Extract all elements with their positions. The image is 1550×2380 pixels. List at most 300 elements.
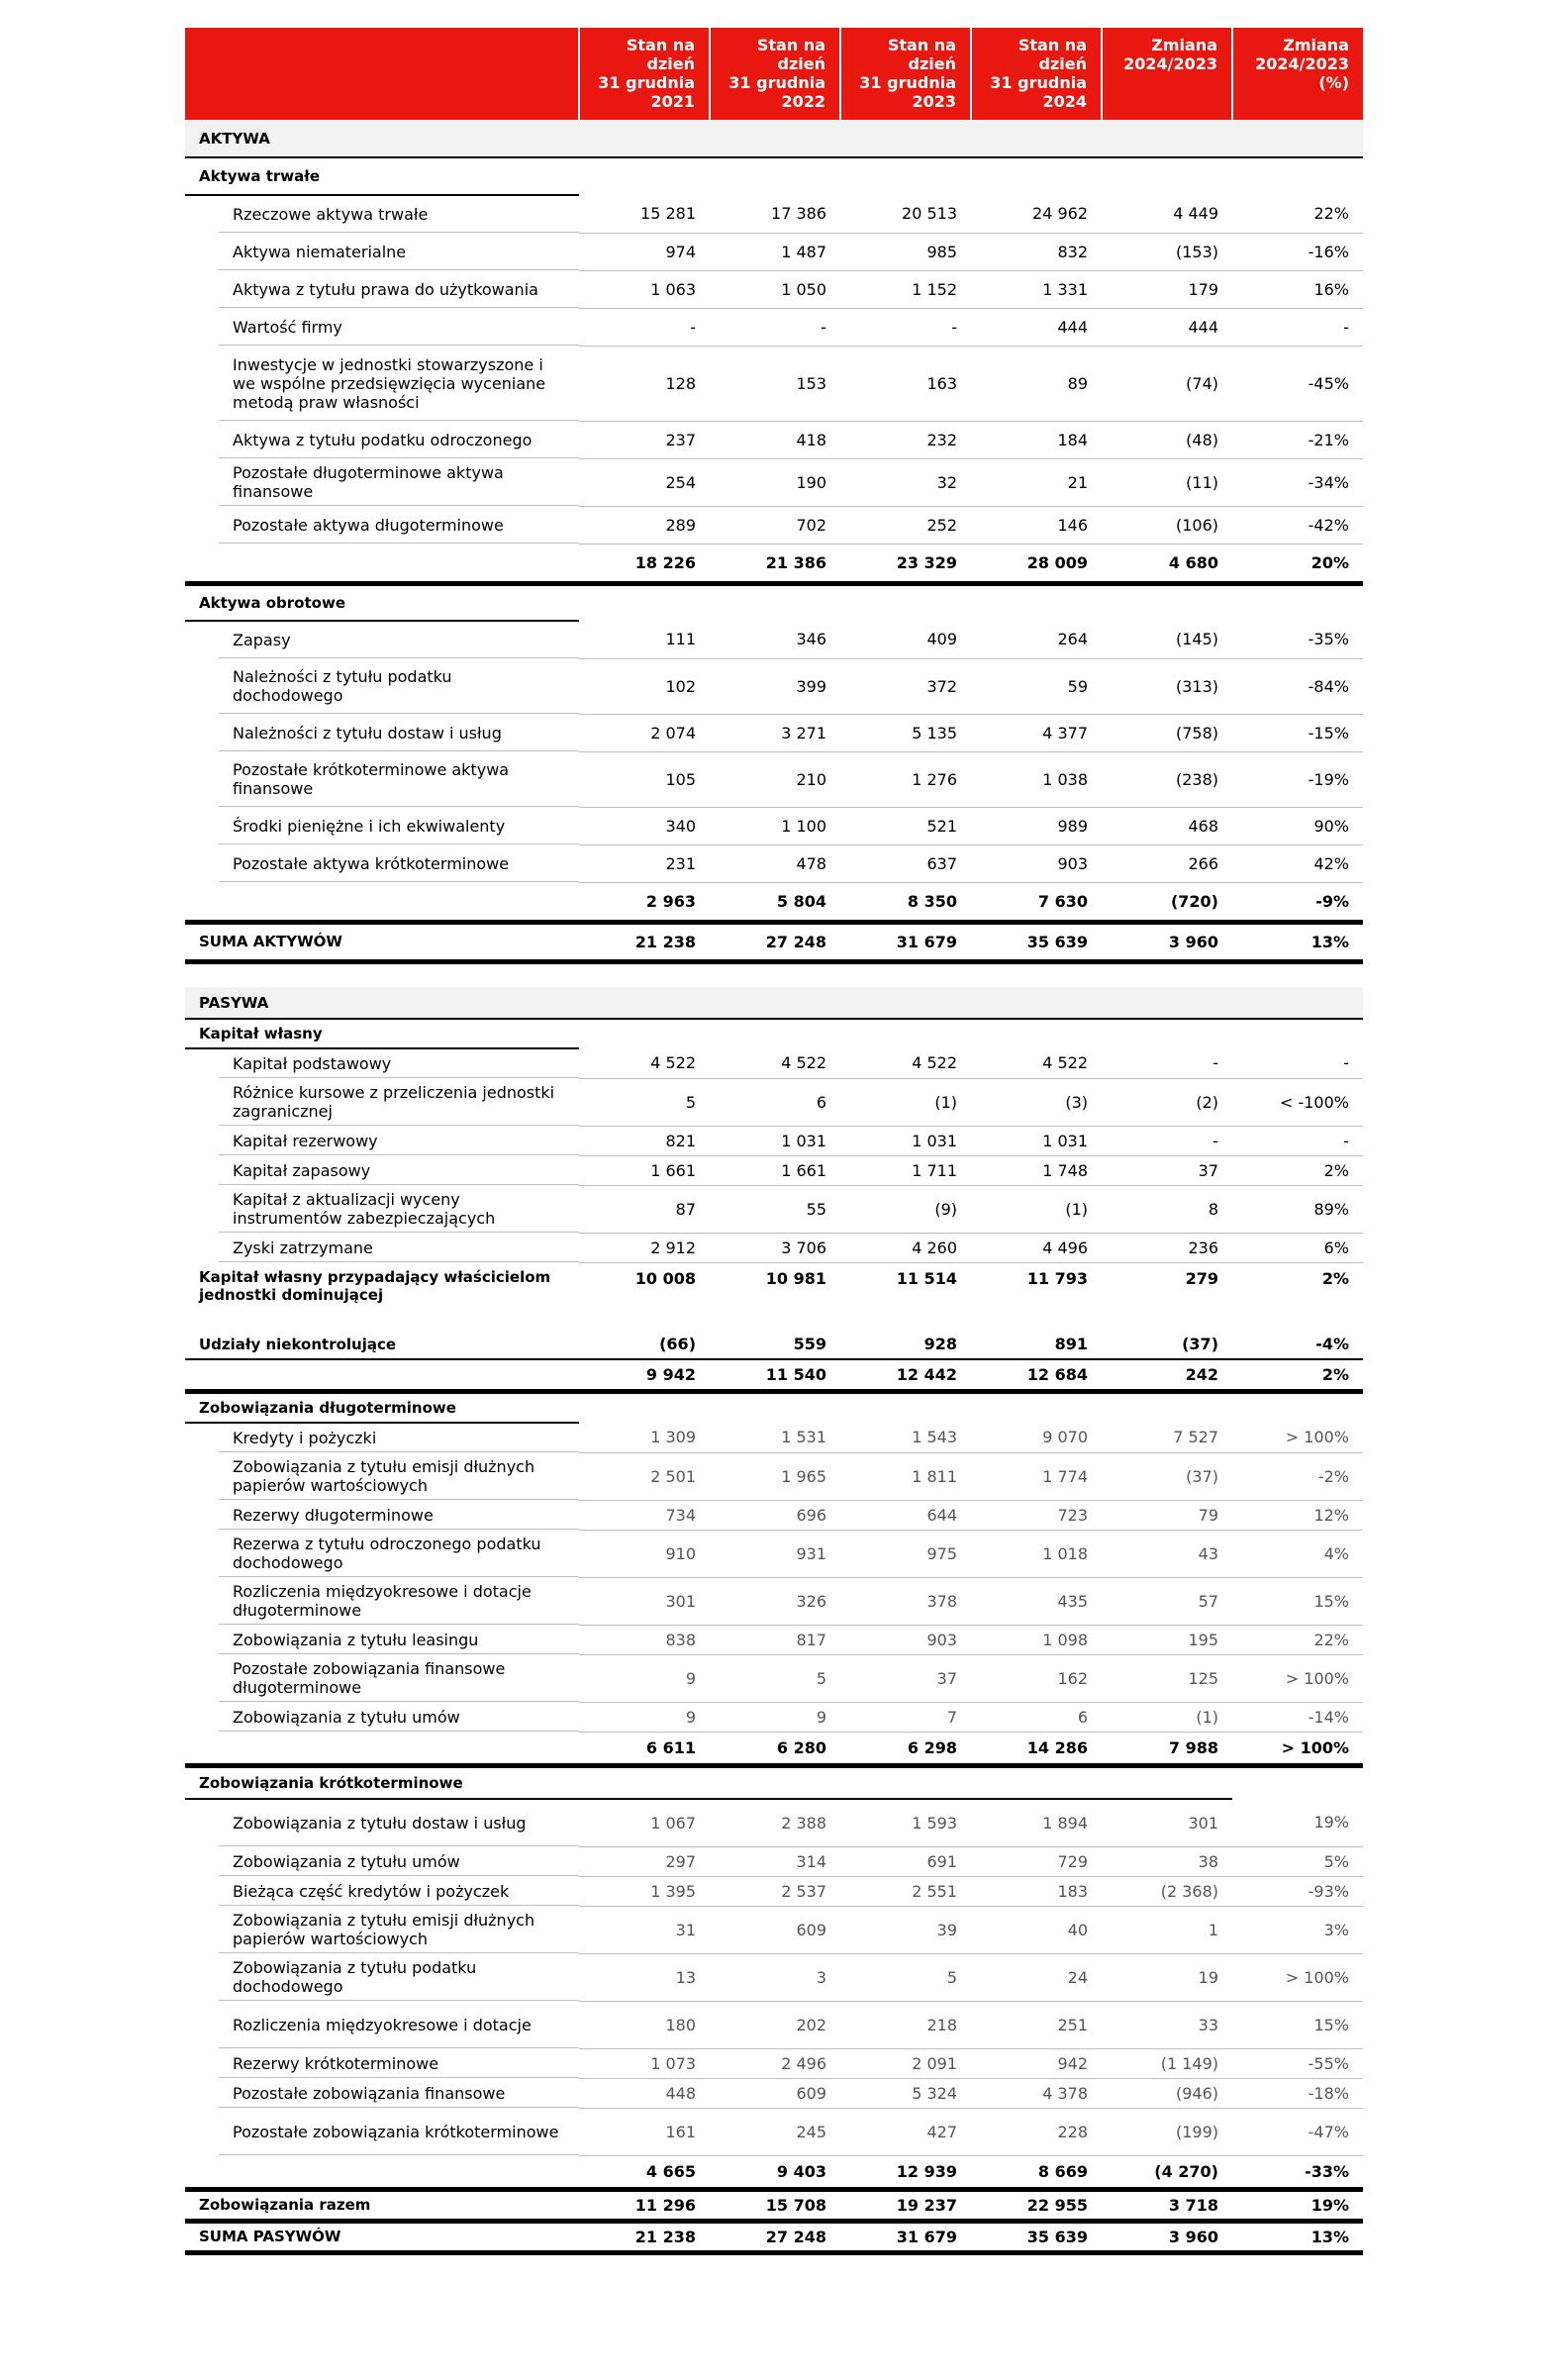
value-cell: 1 331 (971, 270, 1102, 308)
value-cell: (1) (840, 1078, 971, 1126)
value-cell: 910 (579, 1530, 710, 1577)
value-cell: 125 (1102, 1654, 1232, 1702)
row-kapital-parent (185, 1262, 1363, 1330)
row-label: Zobowiązania z tytułu umów (185, 1702, 579, 1732)
value-cell: 942 (971, 2048, 1102, 2078)
value-cell: 696 (710, 1500, 840, 1530)
value-cell: (106) (1102, 506, 1232, 544)
value-cell: 729 (971, 1846, 1102, 1876)
value-cell: 289 (579, 506, 710, 544)
empty-cell (1232, 583, 1363, 621)
value-cell: (313) (1102, 658, 1232, 714)
value-cell: 8 (1102, 1185, 1232, 1233)
value-cell: 985 (840, 233, 971, 270)
value-cell: 12 442 (840, 1359, 971, 1391)
value-cell: 12% (1232, 1500, 1363, 1530)
row-label: Pozostałe krótkoterminowe aktywa finansowe (185, 751, 579, 807)
row-kapital-parent-label: Kapitał własny przypadający właścicielom jednostki dominującej (199, 1268, 551, 1304)
value-cell: 33 (1102, 2001, 1232, 2048)
value-cell: 146 (971, 506, 1102, 544)
value-cell: 1 031 (840, 1126, 971, 1155)
row-label: Pozostałe zobowiązania finansowe długoterminowe (185, 1654, 579, 1702)
value-cell: 1 031 (710, 1126, 840, 1155)
value-cell: 301 (1102, 1799, 1232, 1846)
value-cell: 19 (1102, 1953, 1232, 2001)
table-row (185, 1078, 1363, 1126)
empty-cell (185, 882, 579, 922)
table-row (185, 458, 1363, 506)
value-cell: -16% (1232, 233, 1363, 270)
value-cell: 1 531 (710, 1423, 840, 1452)
table-row (185, 2078, 1363, 2108)
value-cell: 2 388 (710, 1799, 840, 1846)
table-row (185, 1654, 1363, 1702)
value-cell: 210 (710, 751, 840, 807)
table-row (185, 421, 1363, 458)
row-label: Zobowiązania z tytułu dostaw i usług (185, 1799, 579, 1846)
empty-cell (971, 1019, 1102, 1048)
value-cell: 1 067 (579, 1799, 710, 1846)
value-cell: (48) (1102, 421, 1232, 458)
value-cell: 1 774 (971, 1452, 1102, 1500)
value-cell: > 100% (1232, 1953, 1363, 2001)
value-cell: 723 (971, 1500, 1102, 1530)
table-row (185, 1530, 1363, 1577)
empty-cell (710, 583, 840, 621)
value-cell: 35 639 (971, 922, 1102, 961)
value-cell: 9 403 (710, 2155, 840, 2189)
value-cell: 57 (1102, 1577, 1232, 1625)
value-cell: (37) (1102, 1330, 1232, 1359)
table-row (185, 2048, 1363, 2078)
value-cell: (1) (971, 1185, 1102, 1233)
value-cell: 218 (840, 2001, 971, 2048)
value-cell: 3 (710, 1953, 840, 2001)
value-cell: 4 522 (710, 1048, 840, 1078)
row-label: Pozostałe długoterminowe aktywa finansowe (185, 458, 579, 506)
group-aktywa-obrotowe (185, 583, 1363, 621)
value-cell: 7 527 (1102, 1423, 1232, 1452)
value-cell: 24 962 (971, 195, 1102, 233)
row-label: Rzeczowe aktywa trwałe (185, 195, 579, 233)
table-body (185, 120, 1363, 2252)
header-change: Zmiana 2024/2023 (1102, 28, 1232, 120)
value-cell: 931 (710, 1530, 840, 1577)
value-cell: 1 063 (579, 270, 710, 308)
group-zobowiazania-dlugo (185, 1391, 1363, 1423)
value-cell: 9 (579, 1654, 710, 1702)
header-2022: Stan na dzień 31 grudnia 2022 (710, 28, 840, 120)
value-cell: 702 (710, 506, 840, 544)
value-cell: 2 074 (579, 714, 710, 751)
value-cell: 928 (840, 1330, 971, 1359)
empty-cell (579, 1765, 710, 1799)
value-cell: 838 (579, 1625, 710, 1654)
value-cell: 31 679 (840, 922, 971, 961)
value-cell: 10 008 (634, 1268, 696, 1288)
table-row (185, 714, 1363, 751)
value-cell: 14 286 (971, 1732, 1102, 1765)
empty-cell (1102, 1391, 1232, 1423)
value-cell: (2) (1102, 1078, 1232, 1126)
value-cell: 891 (971, 1330, 1102, 1359)
value-cell: 5 (840, 1953, 971, 2001)
header-label-col (185, 28, 579, 120)
value-cell: 6 280 (710, 1732, 840, 1765)
value-cell: 27 248 (710, 922, 840, 961)
balance-sheet (185, 28, 1363, 2255)
value-cell: 301 (579, 1577, 710, 1625)
section-pasywa-title: PASYWA (185, 987, 1363, 1019)
table-row (185, 1155, 1363, 1185)
row-label: Zyski zatrzymane (185, 1233, 579, 1262)
value-cell: 13% (1232, 922, 1363, 961)
value-cell: 1 593 (840, 1799, 971, 1846)
empty-cell (971, 157, 1102, 195)
value-cell: 4 522 (840, 1048, 971, 1078)
value-cell: 427 (840, 2108, 971, 2155)
value-cell: -33% (1232, 2155, 1363, 2189)
group-zobowiazania-krotko-title: Zobowiązania krótkoterminowe (185, 1765, 579, 1799)
group-zobowiazania-krotko (185, 1765, 1363, 1799)
value-cell: -14% (1232, 1702, 1363, 1732)
value-cell: 5 (579, 1078, 710, 1126)
value-cell: -84% (1232, 658, 1363, 714)
value-cell: 444 (971, 308, 1102, 346)
value-cell: (2 368) (1102, 1876, 1232, 1906)
value-cell: 22 955 (971, 2189, 1102, 2221)
value-cell: 5 804 (710, 882, 840, 922)
table-row (185, 270, 1363, 308)
empty-cell (579, 1391, 710, 1423)
value-cell: > 100% (1232, 1654, 1363, 1702)
section-aktywa-title: AKTYWA (185, 120, 1363, 157)
value-cell: 2% (1232, 1155, 1363, 1185)
value-cell: - (579, 308, 710, 346)
value-cell: 1 038 (971, 751, 1102, 807)
value-cell: 5 135 (840, 714, 971, 751)
value-cell: - (1232, 1048, 1363, 1078)
empty-cell (1232, 157, 1363, 195)
value-cell: 4 377 (971, 714, 1102, 751)
value-cell: - (1232, 308, 1363, 346)
row-label: Aktywa z tytułu prawa do użytkowania (185, 270, 579, 308)
empty-cell (579, 157, 710, 195)
header-2023: Stan na dzień 31 grudnia 2023 (840, 28, 971, 120)
value-cell: 40 (971, 1906, 1102, 1953)
row-udzialy-niekontrolujace-label: Udziały niekontrolujące (185, 1330, 579, 1359)
value-cell: 691 (840, 1846, 971, 1876)
value-cell: 1 811 (840, 1452, 971, 1500)
row-label: Rezerwa z tytułu odroczonego podatku dochodowego (185, 1530, 579, 1577)
value-cell: 19 237 (840, 2189, 971, 2221)
value-cell: 21 238 (579, 922, 710, 961)
value-cell: 9 942 (579, 1359, 710, 1391)
value-cell: 37 (840, 1654, 971, 1702)
value-cell: 231 (579, 844, 710, 882)
value-cell: 7 (840, 1702, 971, 1732)
value-cell: 478 (710, 844, 840, 882)
value-cell: - (1232, 1126, 1363, 1155)
value-cell: 15 708 (710, 2189, 840, 2221)
section-pasywa (185, 987, 1363, 1019)
value-cell: 163 (840, 346, 971, 421)
value-cell: 21 386 (710, 544, 840, 583)
subtotal-zobowiazania-dlugo (185, 1732, 1363, 1765)
group-aktywa-trwale (185, 157, 1363, 195)
row-label: Należności z tytułu podatku dochodowego (185, 658, 579, 714)
value-cell: - (840, 308, 971, 346)
value-cell: 183 (971, 1876, 1102, 1906)
value-cell: 161 (579, 2108, 710, 2155)
value-cell: 559 (710, 1330, 840, 1359)
value-cell: (11) (1102, 458, 1232, 506)
value-cell: 6% (1232, 1233, 1363, 1262)
value-cell: 102 (579, 658, 710, 714)
value-cell: (238) (1102, 751, 1232, 807)
value-cell: 59 (971, 658, 1102, 714)
table-row (185, 844, 1363, 882)
value-cell: 4 378 (971, 2078, 1102, 2108)
empty-cell (710, 157, 840, 195)
value-cell: 2 537 (710, 1876, 840, 1906)
value-cell: 39 (840, 1906, 971, 1953)
value-cell: 89% (1232, 1185, 1363, 1233)
table-row (185, 1702, 1363, 1732)
value-cell: 2 501 (579, 1452, 710, 1500)
empty-cell (710, 1765, 840, 1799)
value-cell: 13% (1232, 2221, 1363, 2252)
value-cell: 22% (1232, 195, 1363, 233)
value-cell: 974 (579, 233, 710, 270)
value-cell: 237 (579, 421, 710, 458)
group-aktywa-trwale-title: Aktywa trwałe (185, 157, 579, 195)
value-cell: (946) (1102, 2078, 1232, 2108)
table-row (185, 807, 1363, 844)
value-cell: 18 226 (579, 544, 710, 583)
value-cell: 16% (1232, 270, 1363, 308)
value-cell: 4 496 (971, 1233, 1102, 1262)
subtotal-aktywa-obrotowe (185, 882, 1363, 922)
table-row (185, 346, 1363, 421)
value-cell: -19% (1232, 751, 1363, 807)
value-cell: < -100% (1232, 1078, 1363, 1126)
value-cell: 903 (840, 1625, 971, 1654)
value-cell: 20 513 (840, 195, 971, 233)
value-cell: - (1102, 1048, 1232, 1078)
value-cell: 242 (1102, 1359, 1232, 1391)
empty-cell (710, 1019, 840, 1048)
value-cell: 162 (971, 1654, 1102, 1702)
table-row (185, 1625, 1363, 1654)
value-cell: 31 679 (840, 2221, 971, 2252)
group-kapital-title: Kapitał własny (185, 1019, 579, 1048)
value-cell: 15% (1232, 1577, 1363, 1625)
value-cell: (4 270) (1102, 2155, 1232, 2189)
value-cell: 254 (579, 458, 710, 506)
value-cell: 2% (1232, 1359, 1363, 1391)
value-cell: 2% (1321, 1268, 1349, 1288)
value-cell: (153) (1102, 233, 1232, 270)
header-2021: Stan na dzień 31 grudnia 2021 (579, 28, 710, 120)
value-cell: 346 (710, 621, 840, 658)
row-label: Bieżąca część kredytów i pożyczek (185, 1876, 579, 1906)
balance-sheet-table (185, 28, 1363, 2255)
value-cell: -15% (1232, 714, 1363, 751)
value-cell: 6 611 (579, 1732, 710, 1765)
value-cell: 3 271 (710, 714, 840, 751)
total-aktywa (185, 922, 1363, 961)
value-cell: 372 (840, 658, 971, 714)
value-cell: 1 050 (710, 270, 840, 308)
table-row (185, 1452, 1363, 1500)
value-cell: 19% (1232, 2189, 1363, 2221)
value-cell: 418 (710, 421, 840, 458)
value-cell: -42% (1232, 506, 1363, 544)
empty-cell (971, 583, 1102, 621)
value-cell: 2 963 (579, 882, 710, 922)
value-cell: -55% (1232, 2048, 1363, 2078)
value-cell: (1 149) (1102, 2048, 1232, 2078)
row-label: Kapitał z aktualizacji wyceny instrumentów zabezpieczających (185, 1185, 579, 1233)
value-cell: 179 (1102, 270, 1232, 308)
value-cell: 15% (1232, 2001, 1363, 2048)
row-label: Należności z tytułu dostaw i usług (185, 714, 579, 751)
value-cell: 5% (1232, 1846, 1363, 1876)
empty-cell (971, 1765, 1102, 1799)
value-cell: 11 296 (579, 2189, 710, 2221)
spacer (185, 961, 1363, 987)
subtotal-kapital (185, 1359, 1363, 1391)
row-label: Pozostałe zobowiązania finansowe (185, 2078, 579, 2108)
table-row (185, 658, 1363, 714)
value-cell: 23 329 (840, 544, 971, 583)
row-label: Rozliczenia międzyokresowe i dotacje długoterminowe (185, 1577, 579, 1625)
table-row (185, 621, 1363, 658)
value-cell: 903 (971, 844, 1102, 882)
row-label: Inwestycje w jednostki stowarzyszone i we wspólne przedsięwzięcia wyceniane metodą praw własności (185, 346, 579, 421)
table-row (185, 1953, 1363, 2001)
value-cell: 20% (1232, 544, 1363, 583)
table-row (185, 1048, 1363, 1078)
subtotal-aktywa-trwale (185, 544, 1363, 583)
value-cell: 128 (579, 346, 710, 421)
value-cell: 2 496 (710, 2048, 840, 2078)
subtotal-zobowiazania-krotko (185, 2155, 1363, 2189)
value-cell: 279 (1185, 1268, 1218, 1288)
value-cell: (199) (1102, 2108, 1232, 2155)
value-cell: 12 684 (971, 1359, 1102, 1391)
total-zobowiazania-label: Zobowiązania razem (185, 2189, 579, 2221)
value-cell: -47% (1232, 2108, 1363, 2155)
row-udzialy-niekontrolujace (185, 1330, 1363, 1359)
value-cell: 236 (1102, 1233, 1232, 1262)
value-cell: (145) (1102, 621, 1232, 658)
empty-cell (971, 1391, 1102, 1423)
value-cell: (720) (1102, 882, 1232, 922)
value-cell: (1) (1102, 1702, 1232, 1732)
value-cell: 9 (579, 1702, 710, 1732)
value-cell: 1 152 (840, 270, 971, 308)
total-pasywa (185, 2221, 1363, 2252)
value-cell: 10 981 (765, 1268, 826, 1288)
value-cell: 5 324 (840, 2078, 971, 2108)
value-cell: (3) (971, 1078, 1102, 1126)
table-row (185, 1577, 1363, 1625)
empty-cell (840, 1765, 971, 1799)
value-cell: 11 793 (1026, 1268, 1088, 1288)
value-cell: 1 487 (710, 233, 840, 270)
value-cell: 12 939 (840, 2155, 971, 2189)
value-cell: 21 (971, 458, 1102, 506)
empty-cell (185, 1359, 579, 1391)
value-cell: 409 (840, 621, 971, 658)
value-cell: 1 965 (710, 1452, 840, 1500)
empty-cell (1102, 157, 1232, 195)
value-cell: 975 (840, 1530, 971, 1577)
empty-cell (1102, 1765, 1232, 1799)
value-cell: 251 (971, 2001, 1102, 2048)
row-label: Rozliczenia międzyokresowe i dotacje (185, 2001, 579, 2048)
value-cell: 195 (1102, 1625, 1232, 1654)
row-label: Pozostałe aktywa długoterminowe (185, 506, 579, 544)
value-cell: 1 395 (579, 1876, 710, 1906)
row-label: Wartość firmy (185, 308, 579, 346)
row-label: Aktywa niematerialne (185, 233, 579, 270)
total-zobowiazania (185, 2189, 1363, 2221)
value-cell: 3 718 (1102, 2189, 1232, 2221)
table-row (185, 2001, 1363, 2048)
value-cell: 1 711 (840, 1155, 971, 1185)
row-label: Pozostałe zobowiązania krótkoterminowe (185, 2108, 579, 2155)
value-cell: 8 350 (840, 882, 971, 922)
value-cell: 9 (710, 1702, 840, 1732)
value-cell: 1 748 (971, 1155, 1102, 1185)
empty-cell (840, 1391, 971, 1423)
value-cell: 15 281 (579, 195, 710, 233)
value-cell: 1 018 (971, 1530, 1102, 1577)
empty-cell (1232, 1765, 1363, 1799)
table-row (185, 1500, 1363, 1530)
empty-cell (1102, 583, 1232, 621)
value-cell: 378 (840, 1577, 971, 1625)
total-pasywa-label: SUMA PASYWÓW (185, 2221, 579, 2252)
spacer-cell (185, 961, 1363, 987)
value-cell: 2 551 (840, 1876, 971, 1906)
table-row (185, 1799, 1363, 1846)
value-cell: 24 (971, 1953, 1102, 2001)
value-cell: 1 543 (840, 1423, 971, 1452)
value-cell: 37 (1102, 1155, 1232, 1185)
value-cell: 1 661 (579, 1155, 710, 1185)
row-label: Zobowiązania z tytułu emisji dłużnych papierów wartościowych (185, 1452, 579, 1500)
value-cell: 3 960 (1102, 2221, 1232, 2252)
row-label: Zapasy (185, 621, 579, 658)
value-cell: 444 (1102, 308, 1232, 346)
value-cell: -93% (1232, 1876, 1363, 1906)
value-cell: 4 449 (1102, 195, 1232, 233)
value-cell: -21% (1232, 421, 1363, 458)
value-cell: 3 960 (1102, 922, 1232, 961)
value-cell: 1 894 (971, 1799, 1102, 1846)
row-label: Rezerwy krótkoterminowe (185, 2048, 579, 2078)
table-row (185, 1906, 1363, 1953)
value-cell: 232 (840, 421, 971, 458)
row-label: Zobowiązania z tytułu podatku dochodowego (185, 1953, 579, 2001)
value-cell: 266 (1102, 844, 1232, 882)
value-cell: 609 (710, 1906, 840, 1953)
empty-cell (579, 1019, 710, 1048)
